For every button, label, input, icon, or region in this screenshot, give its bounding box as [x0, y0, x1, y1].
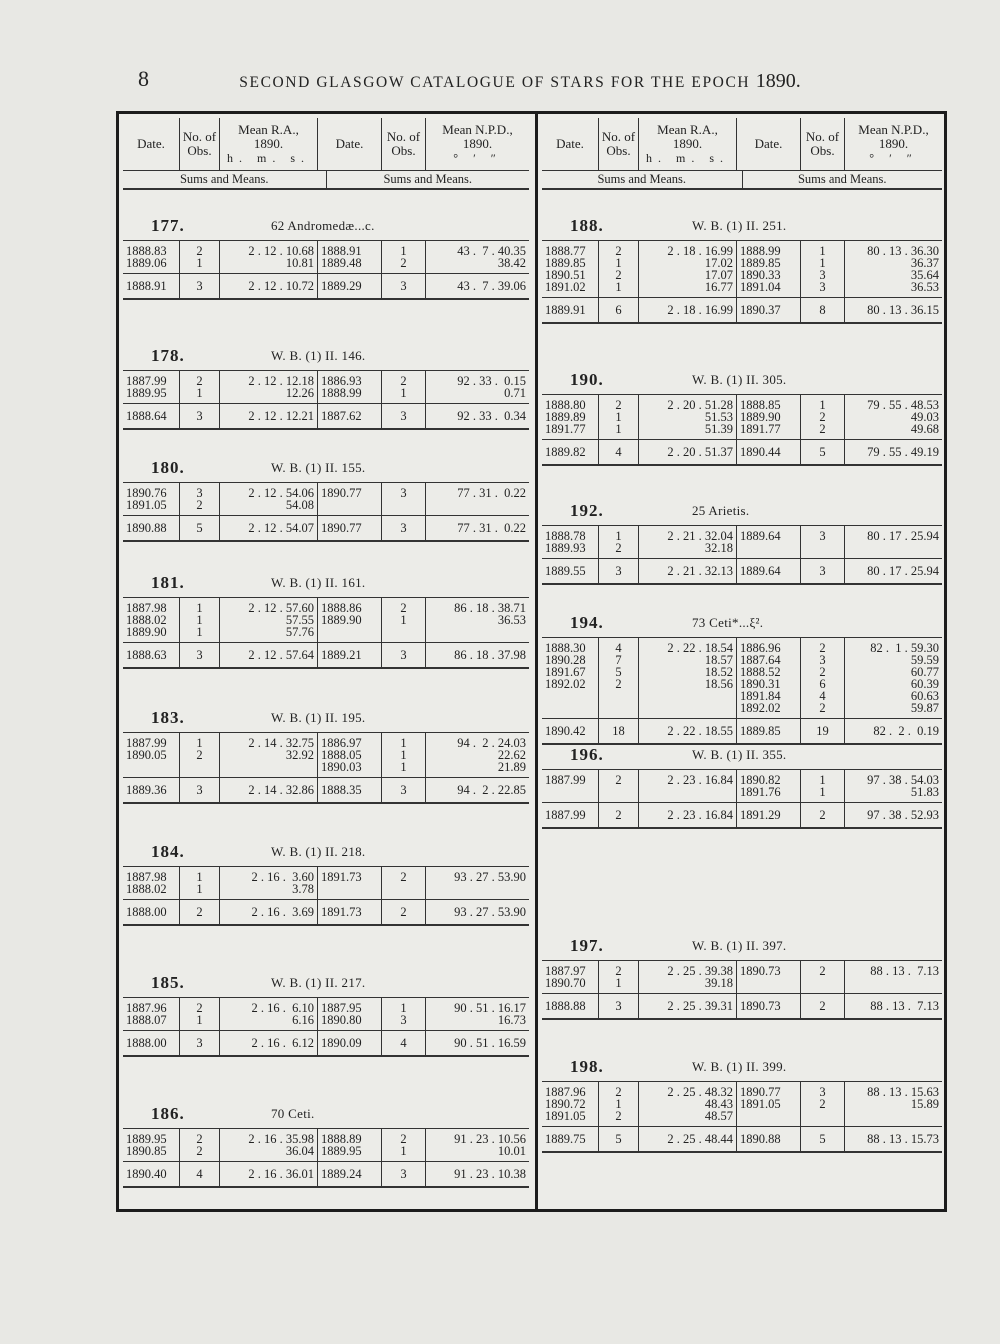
cell-npd-obs: 3 — [801, 526, 845, 558]
cell-ra-obs: 2 2 — [180, 1129, 220, 1161]
page-number: 8 — [138, 66, 149, 91]
cell-ra-obs: 1 2 — [180, 733, 220, 777]
mean-npd-date: 1889.29 — [318, 274, 382, 298]
mean-npd-date: 1889.24 — [318, 1162, 382, 1186]
mean-npd-obs: 5 — [801, 440, 845, 464]
header-date: Date. — [737, 118, 801, 170]
star-entry — [542, 364, 942, 466]
mean-ra-obs: 5 — [180, 516, 220, 540]
mean-ra-obs: 5 — [599, 1127, 639, 1151]
header-date: Date. — [123, 118, 180, 170]
mean-npd-obs: 4 — [382, 1031, 426, 1055]
mean-npd-value: 79 . 55 . 49.19 — [867, 445, 939, 459]
star-number: 185. — [151, 973, 185, 992]
mean-ra-date: 1889.82 — [542, 440, 599, 464]
star-entry — [123, 967, 529, 1057]
mean-ra-obs: 3 — [180, 404, 220, 428]
cell-npd-obs: 2 3 2 6 4 2 — [801, 638, 845, 718]
mean-npd-obs: 2 — [382, 900, 426, 924]
observation-rows — [123, 867, 529, 899]
mean-npd-value: 97 . 38 . 52.93 — [867, 808, 939, 822]
mean-npd-date: 1890.73 — [737, 994, 801, 1018]
mean-ra-value: 2 . 25 . 48.44 — [639, 1127, 737, 1151]
cell-mean-ra: 2 . 16 . 6.10 6.16 — [220, 998, 318, 1030]
cell-mean-ra: 2 . 23 . 16.84 — [639, 770, 737, 802]
mean-ra-obs: 3 — [180, 1031, 220, 1055]
cell-mean-npd: 88 . 13 . 7.13 — [870, 964, 939, 978]
star-designation: W. B. (1) II. 218. — [271, 844, 366, 859]
mean-npd-date: 1890.44 — [737, 440, 801, 464]
cell-npd-date: 1890.82 1891.76 — [737, 770, 801, 802]
cell-ra-date: 1887.98 1888.02 1889.90 — [123, 598, 180, 642]
cell-mean-ra: 2 . 14 . 32.75 32.92 — [220, 733, 318, 777]
mean-npd-value: 43 . 7 . 39.06 — [457, 279, 526, 293]
star-designation: 62 Andromedæ...c. — [271, 218, 375, 233]
star-number: 177. — [151, 216, 185, 235]
mean-npd-date: 1891.73 — [318, 900, 382, 924]
mean-ra-obs: 3 — [599, 994, 639, 1018]
cell-ra-date: 1889.95 1890.85 — [123, 1129, 180, 1161]
cell-mean-npd: 91 . 23 . 10.56 10.01 — [454, 1132, 526, 1158]
star-entry — [123, 452, 529, 542]
mean-ra-date: 1890.88 — [123, 516, 180, 540]
mean-ra-obs: 3 — [180, 643, 220, 667]
cell-npd-obs: 1 3 — [382, 998, 426, 1030]
header-mean-ra: Mean R.A., 1890. h. m. s. — [220, 118, 318, 170]
table-header-left — [123, 118, 529, 188]
observation-rows — [123, 483, 529, 515]
star-designation: W. B. (1) II. 305. — [692, 372, 787, 387]
mean-ra-value: 2 . 21 . 32.13 — [639, 559, 737, 583]
mean-npd-obs: 5 — [801, 1127, 845, 1151]
observation-rows — [123, 371, 529, 403]
sums-and-means-row — [123, 899, 529, 926]
cell-mean-npd: 43 . 7 . 40.35 38.42 — [457, 244, 526, 270]
mean-ra-obs: 2 — [180, 900, 220, 924]
observation-rows — [542, 770, 942, 802]
mean-npd-obs: 3 — [801, 559, 845, 583]
mean-npd-obs: 19 — [801, 719, 845, 743]
sums-and-means-row — [123, 642, 529, 669]
cell-npd-date: 1887.95 1890.80 — [318, 998, 382, 1030]
star-designation: W. B. (1) II. 217. — [271, 975, 366, 990]
cell-mean-ra: 2 . 25 . 48.32 48.43 48.57 — [639, 1082, 737, 1126]
observation-rows — [123, 241, 529, 273]
cell-npd-obs: 2 1 — [382, 1129, 426, 1161]
cell-mean-npd: 90 . 51 . 16.17 16.73 — [454, 1001, 526, 1027]
mean-npd-obs: 2 — [801, 803, 845, 827]
sums-and-means-row — [542, 558, 942, 585]
cell-mean-ra: 2 . 25 . 39.38 39.18 — [639, 961, 737, 993]
cell-mean-npd: 79 . 55 . 48.53 49.03 49.68 — [867, 398, 939, 436]
cell-ra-obs: 2 1 1 — [599, 395, 639, 439]
observation-rows — [542, 395, 942, 439]
mean-ra-date: 1888.00 — [123, 1031, 180, 1055]
mean-ra-value: 2 . 20 . 51.37 — [639, 440, 737, 464]
star-designation: W. B. (1) II. 355. — [692, 747, 787, 762]
star-number: 178. — [151, 346, 185, 365]
header-no-of-obs: No. of Obs. — [180, 118, 220, 170]
mean-npd-value: 91 . 23 . 10.38 — [454, 1167, 526, 1181]
column-divider — [535, 114, 538, 1209]
mean-npd-value: 82 . 2 . 0.19 — [873, 724, 939, 738]
mean-ra-obs: 6 — [599, 298, 639, 322]
cell-ra-date: 1888.80 1889.89 1891.77 — [542, 395, 599, 439]
cell-npd-date: 1886.93 1888.99 — [318, 371, 382, 403]
cell-npd-date: 1888.89 1889.95 — [318, 1129, 382, 1161]
cell-ra-date: 1890.76 1891.05 — [123, 483, 180, 515]
header-sums-means: Sums and Means. — [542, 171, 743, 188]
mean-npd-date: 1889.85 — [737, 719, 801, 743]
cell-npd-obs: 1 2 — [382, 241, 426, 273]
cell-ra-date: 1888.30 1890.28 1891.67 1892.02 — [542, 638, 599, 718]
mean-npd-date: 1890.88 — [737, 1127, 801, 1151]
cell-mean-npd: 80 . 13 . 36.30 36.37 35.64 36.53 — [867, 244, 939, 294]
cell-npd-date: 1890.73 — [737, 961, 801, 993]
cell-mean-ra: 2 . 16 . 3.60 3.78 — [220, 867, 318, 899]
sums-and-means-row — [123, 403, 529, 430]
mean-npd-value: 80 . 13 . 36.15 — [867, 303, 939, 317]
mean-ra-value: 2 . 12 . 57.64 — [220, 643, 318, 667]
cell-ra-obs: 2 1 2 — [599, 1082, 639, 1126]
mean-npd-value: 77 . 31 . 0.22 — [457, 521, 526, 535]
cell-npd-obs: 2 — [801, 961, 845, 993]
cell-npd-obs: 1 1 1 — [382, 733, 426, 777]
header-no-of-obs: No. of Obs. — [801, 118, 845, 170]
cell-mean-ra: 2 . 12 . 12.18 12.26 — [220, 371, 318, 403]
mean-npd-value: 86 . 18 . 37.98 — [454, 648, 526, 662]
catalogue-table — [116, 111, 947, 1212]
cell-mean-ra: 2 . 22 . 18.54 18.57 18.52 18.56 — [639, 638, 737, 718]
mean-ra-date: 1889.55 — [542, 559, 599, 583]
header-mean-npd: Mean N.P.D., 1890. ° ′ ″ — [442, 122, 513, 165]
cell-ra-obs: 3 2 — [180, 483, 220, 515]
sums-and-means-row — [542, 802, 942, 829]
header-sums-means: Sums and Means. — [123, 171, 327, 188]
star-number: 197. — [570, 936, 604, 955]
mean-npd-value: 88 . 13 . 7.13 — [870, 999, 939, 1013]
cell-ra-obs: 2 1 — [599, 961, 639, 993]
cell-ra-date: 1887.99 1890.05 — [123, 733, 180, 777]
cell-ra-obs: 1 2 — [599, 526, 639, 558]
running-title — [0, 70, 1000, 93]
header-sums-means: Sums and Means. — [383, 172, 473, 186]
star-entry — [542, 1051, 942, 1153]
cell-npd-date: 1886.96 1887.64 1888.52 1890.31 1891.84 1892.02 — [737, 638, 801, 718]
star-entry — [542, 210, 942, 324]
mean-ra-obs: 4 — [180, 1162, 220, 1186]
mean-ra-obs: 3 — [599, 559, 639, 583]
header-mean-npd: Mean N.P.D., 1890. ° ′ ″ — [858, 122, 929, 165]
cell-mean-npd: 92 . 33 . 0.15 0.71 — [457, 374, 526, 400]
cell-mean-npd: 80 . 17 . 25.94 — [867, 529, 939, 543]
cell-npd-date: 1890.77 — [318, 483, 382, 515]
cell-mean-ra: 2 . 12 . 57.60 57.55 57.76 — [220, 598, 318, 642]
mean-ra-date: 1888.00 — [123, 900, 180, 924]
mean-ra-date: 1888.91 — [123, 274, 180, 298]
star-number: 188. — [570, 216, 604, 235]
mean-npd-obs: 3 — [382, 1162, 426, 1186]
cell-ra-date: 1888.77 1889.85 1890.51 1891.02 — [542, 241, 599, 297]
star-entry — [123, 702, 529, 804]
mean-ra-value: 2 . 12 . 12.21 — [220, 404, 318, 428]
mean-ra-date: 1888.64 — [123, 404, 180, 428]
mean-npd-obs: 3 — [382, 643, 426, 667]
sums-and-means-row — [542, 993, 942, 1020]
cell-ra-date: 1887.99 — [542, 770, 599, 802]
mean-ra-value: 2 . 16 . 3.69 — [220, 900, 318, 924]
star-entry — [123, 1098, 529, 1188]
mean-ra-obs: 4 — [599, 440, 639, 464]
mean-npd-date: 1890.09 — [318, 1031, 382, 1055]
star-entry — [542, 739, 942, 829]
mean-npd-obs: 2 — [801, 994, 845, 1018]
mean-ra-obs: 2 — [599, 803, 639, 827]
mean-npd-value: 88 . 13 . 15.73 — [867, 1132, 939, 1146]
cell-ra-obs: 4 7 5 2 — [599, 638, 639, 718]
mean-ra-date: 1890.42 — [542, 719, 599, 743]
mean-ra-value: 2 . 12 . 54.07 — [220, 516, 318, 540]
table-header-right — [542, 118, 942, 188]
observation-rows — [542, 241, 942, 297]
mean-npd-date: 1891.29 — [737, 803, 801, 827]
mean-npd-obs: 3 — [382, 778, 426, 802]
cell-ra-obs: 1 1 — [180, 867, 220, 899]
mean-ra-date: 1889.36 — [123, 778, 180, 802]
star-entry — [542, 495, 942, 585]
mean-npd-obs: 3 — [382, 516, 426, 540]
star-number: 194. — [570, 613, 604, 632]
mean-npd-value: 80 . 17 . 25.94 — [867, 564, 939, 578]
cell-npd-obs: 1 1 — [801, 770, 845, 802]
mean-npd-obs: 3 — [382, 274, 426, 298]
mean-npd-date: 1889.21 — [318, 643, 382, 667]
star-designation: 25 Arietis. — [692, 503, 750, 518]
cell-npd-date: 1888.85 1889.90 1891.77 — [737, 395, 801, 439]
mean-ra-obs: 18 — [599, 719, 639, 743]
cell-mean-npd: 86 . 18 . 38.71 36.53 — [454, 601, 526, 627]
star-entry — [123, 340, 529, 430]
header-sums-means: Sums and Means. — [797, 172, 887, 186]
star-designation: 73 Ceti*...ξ². — [692, 615, 764, 630]
observation-rows — [123, 733, 529, 777]
cell-npd-obs: 2 — [382, 867, 426, 899]
star-number: 180. — [151, 458, 185, 477]
observation-rows — [542, 1082, 942, 1126]
mean-ra-date: 1889.75 — [542, 1127, 599, 1151]
cell-mean-npd: 93 . 27 . 53.90 — [454, 870, 526, 884]
running-title-year: 1890. — [755, 70, 801, 92]
mean-npd-date: 1888.35 — [318, 778, 382, 802]
star-number: 184. — [151, 842, 185, 861]
cell-ra-obs: 2 1 — [180, 241, 220, 273]
star-entry — [123, 210, 529, 300]
star-designation: W. B. (1) II. 161. — [271, 575, 366, 590]
sums-and-means-row — [123, 1030, 529, 1057]
star-designation: W. B. (1) II. 251. — [692, 218, 787, 233]
mean-ra-obs: 3 — [180, 274, 220, 298]
cell-npd-obs: 3 — [382, 483, 426, 515]
star-entry — [542, 930, 942, 1020]
star-number: 192. — [570, 501, 604, 520]
cell-mean-ra: 2 . 20 . 51.28 51.53 51.39 — [639, 395, 737, 439]
mean-ra-value: 2 . 16 . 6.12 — [220, 1031, 318, 1055]
cell-mean-npd: 94 . 2 . 24.03 22.62 21.89 — [457, 736, 526, 774]
observation-rows — [542, 961, 942, 993]
cell-mean-npd: 88 . 13 . 15.63 15.89 — [867, 1085, 939, 1111]
cell-npd-date: 1889.64 — [737, 526, 801, 558]
star-designation: W. B. (1) II. 146. — [271, 348, 366, 363]
header-no-of-obs: No. of Obs. — [382, 118, 426, 170]
sums-and-means-row — [542, 297, 942, 324]
sums-and-means-row — [123, 515, 529, 542]
running-title-text: SECOND GLASGOW CATALOGUE OF STARS FOR THE EPOCH — [239, 74, 751, 91]
cell-mean-ra: 2 . 16 . 35.98 36.04 — [220, 1129, 318, 1161]
observation-rows — [123, 598, 529, 642]
mean-npd-date: 1890.77 — [318, 516, 382, 540]
mean-ra-date: 1889.91 — [542, 298, 599, 322]
observation-rows — [123, 998, 529, 1030]
cell-npd-date: 1888.91 1889.48 — [318, 241, 382, 273]
cell-npd-date: 1886.97 1888.05 1890.03 — [318, 733, 382, 777]
mean-ra-value: 2 . 16 . 36.01 — [220, 1162, 318, 1186]
observation-rows — [542, 638, 942, 718]
cell-mean-npd: 82 . 1 . 59.30 59.59 60.77 60.39 60.63 59.87 — [870, 641, 939, 715]
mean-npd-value: 92 . 33 . 0.34 — [457, 409, 526, 423]
observation-rows — [542, 526, 942, 558]
sums-and-means-row — [542, 1126, 942, 1153]
star-designation: W. B. (1) II. 155. — [271, 460, 366, 475]
star-entry — [542, 607, 942, 745]
cell-npd-obs: 2 1 — [382, 598, 426, 642]
mean-npd-date: 1887.62 — [318, 404, 382, 428]
cell-npd-obs: 1 2 2 — [801, 395, 845, 439]
cell-mean-npd: 77 . 31 . 0.22 — [457, 486, 526, 500]
star-designation: W. B. (1) II. 195. — [271, 710, 366, 725]
mean-ra-value: 2 . 12 . 10.72 — [220, 274, 318, 298]
mean-ra-value: 2 . 25 . 39.31 — [639, 994, 737, 1018]
mean-npd-value: 94 . 2 . 22.85 — [457, 783, 526, 797]
mean-npd-obs: 3 — [382, 404, 426, 428]
cell-mean-npd: 97 . 38 . 54.03 51.83 — [867, 773, 939, 799]
mean-npd-date: 1889.64 — [737, 559, 801, 583]
star-number: 190. — [570, 370, 604, 389]
header-no-of-obs: No. of Obs. — [599, 118, 639, 170]
star-number: 198. — [570, 1057, 604, 1076]
star-entry — [123, 567, 529, 669]
header-mean-ra: Mean R.A., 1890. h. m. s. — [639, 118, 737, 170]
cell-ra-date: 1887.99 1889.95 — [123, 371, 180, 403]
cell-ra-date: 1887.96 1890.72 1891.05 — [542, 1082, 599, 1126]
star-designation: W. B. (1) II. 399. — [692, 1059, 787, 1074]
cell-npd-obs: 1 1 3 3 — [801, 241, 845, 297]
cell-npd-date: 1888.99 1889.85 1890.33 1891.04 — [737, 241, 801, 297]
mean-ra-date: 1887.99 — [542, 803, 599, 827]
mean-ra-value: 2 . 14 . 32.86 — [220, 778, 318, 802]
cell-ra-obs: 1 1 1 — [180, 598, 220, 642]
header-date: Date. — [318, 118, 382, 170]
cell-ra-obs: 2 — [599, 770, 639, 802]
mean-ra-date: 1890.40 — [123, 1162, 180, 1186]
cell-ra-obs: 2 1 — [180, 371, 220, 403]
cell-npd-obs: 2 1 — [382, 371, 426, 403]
sums-and-means-row — [123, 777, 529, 804]
sums-and-means-row — [123, 273, 529, 300]
mean-ra-date: 1888.88 — [542, 994, 599, 1018]
sums-and-means-row — [542, 439, 942, 466]
mean-ra-obs: 3 — [180, 778, 220, 802]
mean-npd-value: 93 . 27 . 53.90 — [454, 905, 526, 919]
mean-npd-date: 1890.37 — [737, 298, 801, 322]
cell-mean-ra: 2 . 21 . 32.04 32.18 — [639, 526, 737, 558]
star-designation: 70 Ceti. — [271, 1106, 315, 1121]
star-number: 181. — [151, 573, 185, 592]
cell-npd-date: 1891.73 — [318, 867, 382, 899]
cell-mean-ra: 2 . 12 . 54.06 54.08 — [220, 483, 318, 515]
cell-mean-ra: 2 . 12 . 10.68 10.81 — [220, 241, 318, 273]
header-date: Date. — [542, 118, 599, 170]
star-number: 183. — [151, 708, 185, 727]
cell-npd-date: 1890.77 1891.05 — [737, 1082, 801, 1126]
cell-npd-obs: 3 2 — [801, 1082, 845, 1126]
star-number: 186. — [151, 1104, 185, 1123]
star-entry — [123, 836, 529, 926]
mean-ra-value: 2 . 22 . 18.55 — [639, 719, 737, 743]
cell-ra-date: 1887.97 1890.70 — [542, 961, 599, 993]
mean-ra-value: 2 . 18 . 16.99 — [639, 298, 737, 322]
cell-mean-ra: 2 . 18 . 16.99 17.02 17.07 16.77 — [639, 241, 737, 297]
cell-ra-date: 1888.78 1889.93 — [542, 526, 599, 558]
mean-npd-value: 90 . 51 . 16.59 — [454, 1036, 526, 1050]
cell-npd-date: 1888.86 1889.90 — [318, 598, 382, 642]
cell-ra-date: 1888.83 1889.06 — [123, 241, 180, 273]
mean-npd-obs: 8 — [801, 298, 845, 322]
observation-rows — [123, 1129, 529, 1161]
cell-ra-date: 1887.96 1888.07 — [123, 998, 180, 1030]
mean-ra-date: 1888.63 — [123, 643, 180, 667]
cell-ra-obs: 2 1 2 1 — [599, 241, 639, 297]
cell-ra-obs: 2 1 — [180, 998, 220, 1030]
cell-ra-date: 1887.98 1888.02 — [123, 867, 180, 899]
star-number: 196. — [570, 745, 604, 764]
sums-and-means-row — [123, 1161, 529, 1188]
mean-ra-value: 2 . 23 . 16.84 — [639, 803, 737, 827]
star-designation: W. B. (1) II. 397. — [692, 938, 787, 953]
